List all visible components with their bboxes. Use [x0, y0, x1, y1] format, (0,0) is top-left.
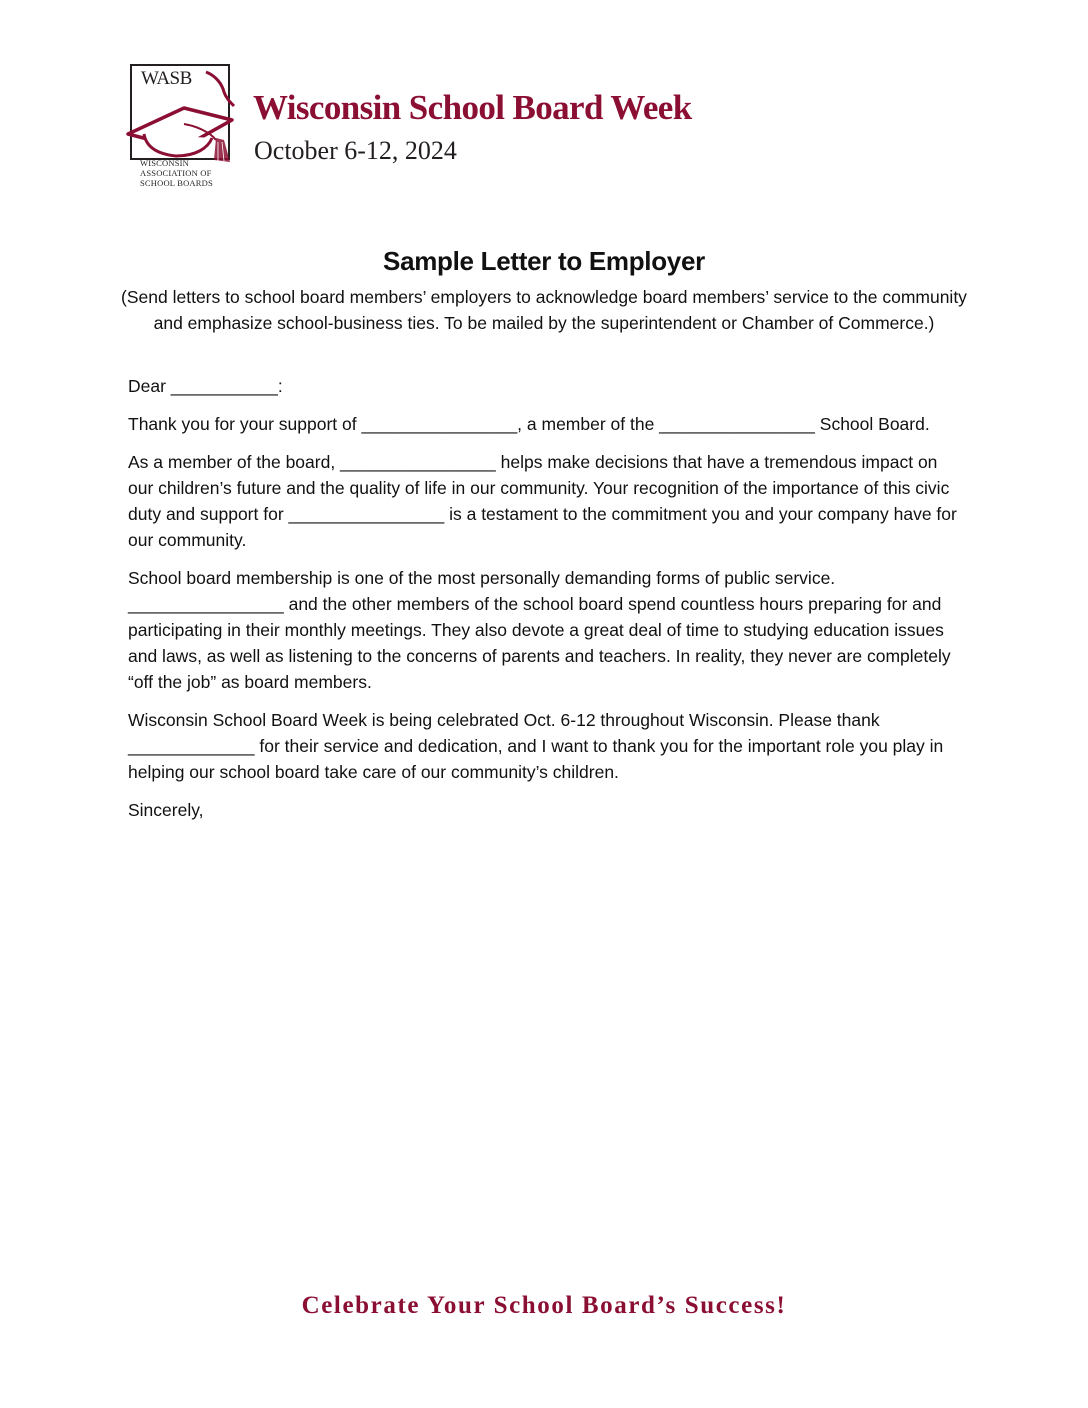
letter-instructions: (Send letters to school board members’ employers to acknowledge board members’ service to the community and emphasize school-business ties. To be mailed by the superintendent or Chamber of Commerce.): [121, 287, 967, 333]
footer-tagline: Celebrate Your School Board’s Success!: [301, 1292, 787, 1319]
letter-body: [128, 373, 958, 835]
graduation-cap-icon: [126, 62, 244, 162]
salutation: Dear ___________:: [128, 376, 283, 396]
wasb-logo: [126, 62, 244, 194]
event-date: October 6-12, 2024: [254, 136, 457, 165]
logo-acronym: WASB: [141, 68, 192, 89]
closing: Sincerely,: [128, 800, 204, 820]
paragraph: As a member of the board, ________________ helps make decisions that have a tremendous impact on our children’s future and the quality of life in our community. Your recognition of the importance of this civic duty and support for ________________ is a testament to the commitment you and your company have for our community.: [128, 452, 957, 550]
paragraph: School board membership is one of the most personally demanding forms of public service. ________________ and the other members of the school board spend countless hours preparing for and participating in their monthly meetings. They also devote a great deal of time to studying education issues and laws, as well as listening to the concerns of parents and teachers. In reality, they never are completely “off the job” as board members.: [128, 568, 951, 692]
logo-org-name: WISCONSIN ASSOCIATION OF SCHOOL BOARDS: [140, 158, 213, 188]
paragraph: Thank you for your support of ________________, a member of the ________________ School Board.: [128, 414, 930, 434]
letter-title: Sample Letter to Employer: [383, 246, 705, 276]
event-title: Wisconsin School Board Week: [253, 88, 692, 127]
paragraph: Wisconsin School Board Week is being celebrated Oct. 6-12 throughout Wisconsin. Please thank _____________ for their service and dedication, and I want to thank you for the important role you play in helping our school board take care of our community’s children.: [128, 710, 944, 782]
